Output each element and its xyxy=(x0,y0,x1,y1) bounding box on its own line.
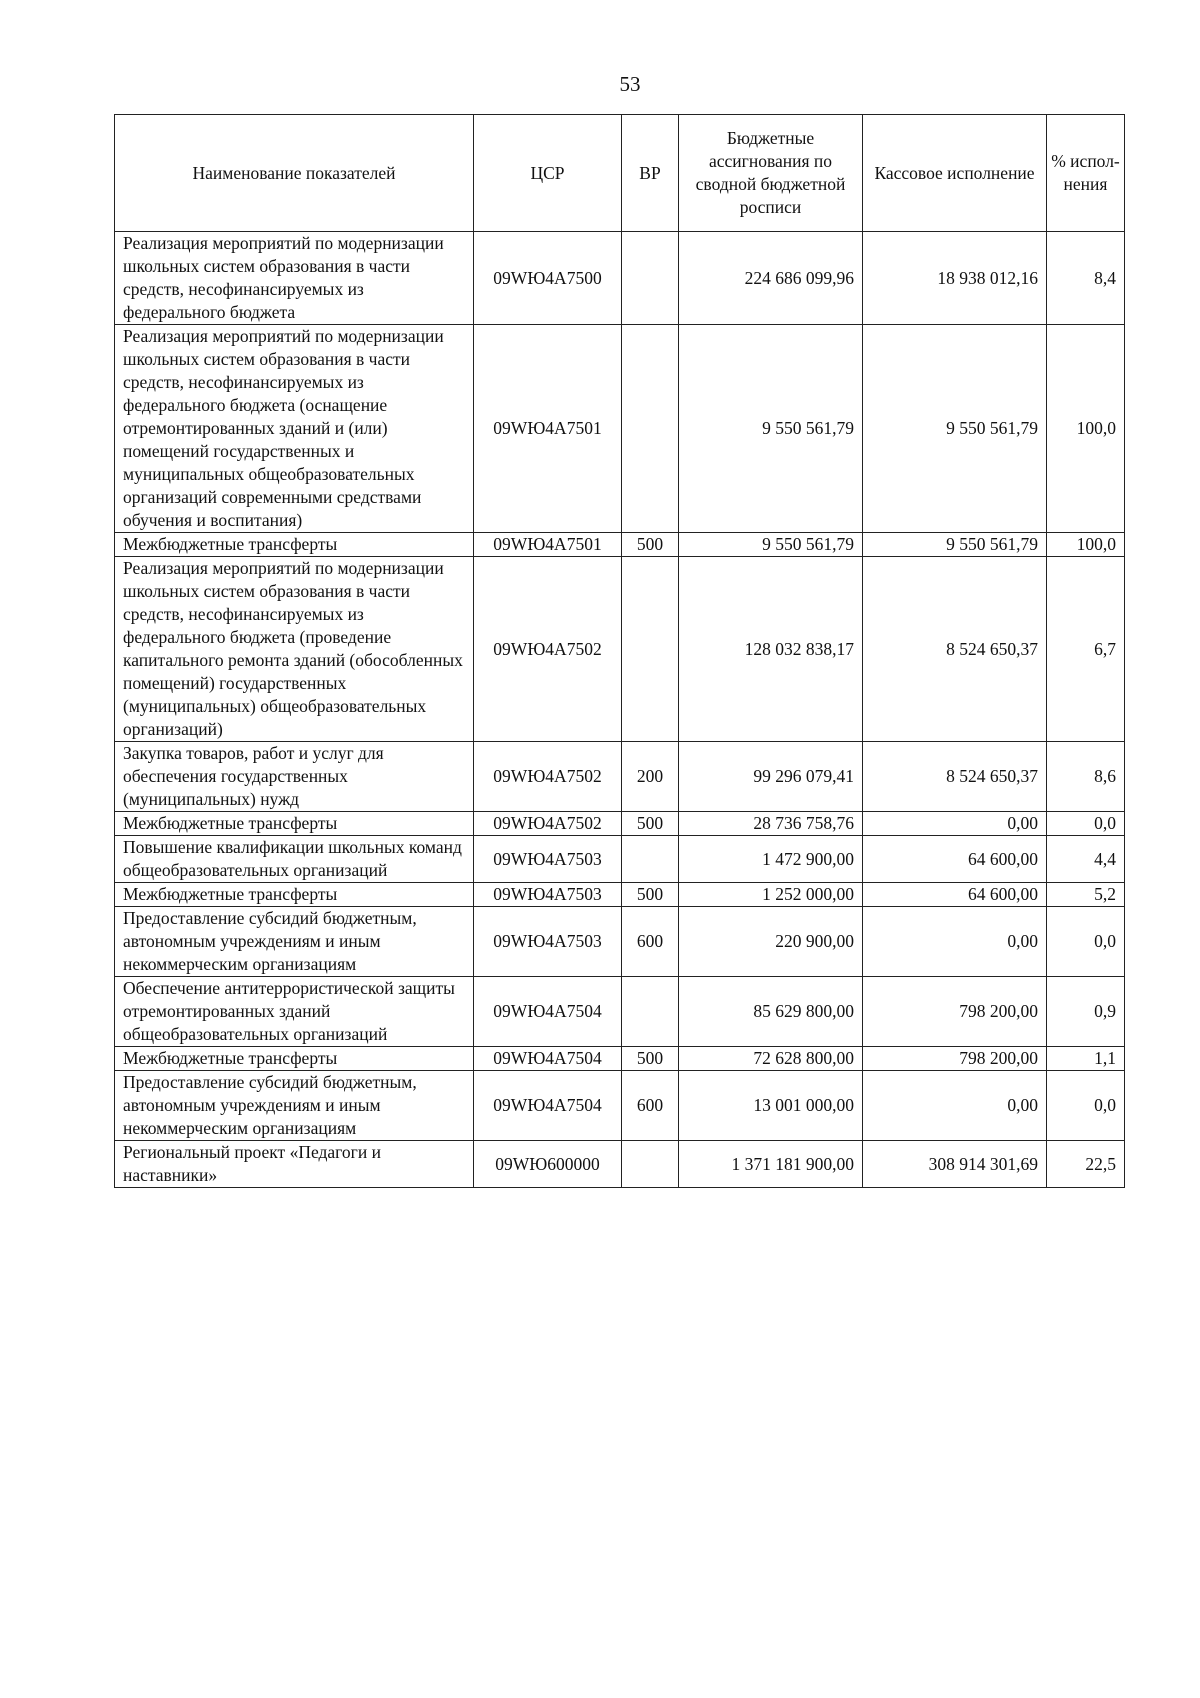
table-row xyxy=(115,742,1125,812)
row-csr: 09WЮ4А7504 xyxy=(474,1047,622,1071)
table-row xyxy=(115,1141,1125,1188)
row-name: Предоставление субсидий бюджетным, автономным учреждениям и иным некоммерческим организациям xyxy=(115,1071,474,1141)
row-csr: 09WЮ4А7503 xyxy=(474,907,622,977)
row-csr: 09WЮ4А7503 xyxy=(474,836,622,883)
row-name: Межбюджетные трансферты xyxy=(115,1047,474,1071)
row-csr: 09WЮ4А7502 xyxy=(474,812,622,836)
row-name: Реализация мероприятий по модернизации школьных систем образования в части средств, несофинансируемых из федерального бюджета (оснащение отремонтированных зданий и (или) помещений государственных и муниципальных общеобразовательных организаций современными средствами обучения и воспитания) xyxy=(115,325,474,533)
row-percent: 0,9 xyxy=(1047,977,1125,1047)
row-name: Обеспечение антитеррористической защиты отремонтированных зданий общеобразовательных организаций xyxy=(115,977,474,1047)
row-csr: 09WЮ4А7501 xyxy=(474,533,622,557)
row-vr: 500 xyxy=(622,812,679,836)
row-cash: 8 524 650,37 xyxy=(863,742,1047,812)
row-name: Региональный проект «Педагоги и наставники» xyxy=(115,1141,474,1188)
table-row xyxy=(115,836,1125,883)
row-vr: 200 xyxy=(622,742,679,812)
row-vr xyxy=(622,325,679,533)
row-budget: 1 252 000,00 xyxy=(679,883,863,907)
row-csr: 09WЮ4А7504 xyxy=(474,1071,622,1141)
header-percent: % испол-нения xyxy=(1047,115,1125,232)
row-percent: 0,0 xyxy=(1047,907,1125,977)
row-vr: 500 xyxy=(622,533,679,557)
row-budget: 72 628 800,00 xyxy=(679,1047,863,1071)
row-percent: 8,6 xyxy=(1047,742,1125,812)
row-cash: 18 938 012,16 xyxy=(863,232,1047,325)
row-cash: 0,00 xyxy=(863,1071,1047,1141)
row-csr: 09WЮ600000 xyxy=(474,1141,622,1188)
row-name: Межбюджетные трансферты xyxy=(115,812,474,836)
page-number: 53 xyxy=(619,72,641,96)
header-cash: Кассовое исполнение xyxy=(863,115,1047,232)
row-csr: 09WЮ4А7500 xyxy=(474,232,622,325)
budget-execution-table xyxy=(114,114,1125,1188)
row-vr xyxy=(622,977,679,1047)
table-row xyxy=(115,812,1125,836)
row-budget: 9 550 561,79 xyxy=(679,533,863,557)
row-csr: 09WЮ4А7504 xyxy=(474,977,622,1047)
table-row xyxy=(115,232,1125,325)
row-budget: 85 629 800,00 xyxy=(679,977,863,1047)
row-percent: 1,1 xyxy=(1047,1047,1125,1071)
row-budget: 13 001 000,00 xyxy=(679,1071,863,1141)
header-name: Наименование показателей xyxy=(115,115,474,232)
row-vr xyxy=(622,232,679,325)
row-vr: 600 xyxy=(622,907,679,977)
row-percent: 5,2 xyxy=(1047,883,1125,907)
row-percent: 6,7 xyxy=(1047,557,1125,742)
table-row xyxy=(115,907,1125,977)
row-percent: 0,0 xyxy=(1047,1071,1125,1141)
row-csr: 09WЮ4А7502 xyxy=(474,557,622,742)
table-row xyxy=(115,325,1125,533)
row-vr xyxy=(622,1141,679,1188)
table-header-row xyxy=(115,115,1125,232)
row-budget: 1 472 900,00 xyxy=(679,836,863,883)
row-vr xyxy=(622,836,679,883)
table-row xyxy=(115,977,1125,1047)
row-budget: 9 550 561,79 xyxy=(679,325,863,533)
row-name: Реализация мероприятий по модернизации школьных систем образования в части средств, несофинансируемых из федерального бюджета xyxy=(115,232,474,325)
row-percent: 8,4 xyxy=(1047,232,1125,325)
row-cash: 64 600,00 xyxy=(863,836,1047,883)
header-budget: Бюджетные ассигнования по сводной бюджетной росписи xyxy=(679,115,863,232)
row-cash: 798 200,00 xyxy=(863,1047,1047,1071)
row-name: Межбюджетные трансферты xyxy=(115,533,474,557)
row-vr: 500 xyxy=(622,1047,679,1071)
table-row xyxy=(115,1047,1125,1071)
header-vr: ВР xyxy=(622,115,679,232)
row-name: Предоставление субсидий бюджетным, автономным учреждениям и иным некоммерческим организациям xyxy=(115,907,474,977)
row-budget: 99 296 079,41 xyxy=(679,742,863,812)
row-budget: 220 900,00 xyxy=(679,907,863,977)
table-row xyxy=(115,1071,1125,1141)
row-cash: 308 914 301,69 xyxy=(863,1141,1047,1188)
row-budget: 1 371 181 900,00 xyxy=(679,1141,863,1188)
row-cash: 9 550 561,79 xyxy=(863,533,1047,557)
row-csr: 09WЮ4А7501 xyxy=(474,325,622,533)
row-csr: 09WЮ4А7502 xyxy=(474,742,622,812)
row-cash: 0,00 xyxy=(863,812,1047,836)
row-cash: 798 200,00 xyxy=(863,977,1047,1047)
row-cash: 9 550 561,79 xyxy=(863,325,1047,533)
row-percent: 4,4 xyxy=(1047,836,1125,883)
header-csr: ЦСР xyxy=(474,115,622,232)
row-name: Закупка товаров, работ и услуг для обеспечения государственных (муниципальных) нужд xyxy=(115,742,474,812)
row-budget: 128 032 838,17 xyxy=(679,557,863,742)
row-percent: 22,5 xyxy=(1047,1141,1125,1188)
table-row xyxy=(115,883,1125,907)
row-vr: 500 xyxy=(622,883,679,907)
row-cash: 8 524 650,37 xyxy=(863,557,1047,742)
row-name: Реализация мероприятий по модернизации школьных систем образования в части средств, несофинансируемых из федерального бюджета (проведение капитального ремонта зданий (обособленных помещений) государственных (муниципальных) общеобразовательных организаций) xyxy=(115,557,474,742)
row-percent: 0,0 xyxy=(1047,812,1125,836)
row-percent: 100,0 xyxy=(1047,325,1125,533)
row-vr: 600 xyxy=(622,1071,679,1141)
row-cash: 64 600,00 xyxy=(863,883,1047,907)
table-row xyxy=(115,533,1125,557)
row-name: Межбюджетные трансферты xyxy=(115,883,474,907)
row-vr xyxy=(622,557,679,742)
row-percent: 100,0 xyxy=(1047,533,1125,557)
row-budget: 224 686 099,96 xyxy=(679,232,863,325)
row-csr: 09WЮ4А7503 xyxy=(474,883,622,907)
row-cash: 0,00 xyxy=(863,907,1047,977)
table-row xyxy=(115,557,1125,742)
row-name: Повышение квалификации школьных команд общеобразовательных организаций xyxy=(115,836,474,883)
row-budget: 28 736 758,76 xyxy=(679,812,863,836)
